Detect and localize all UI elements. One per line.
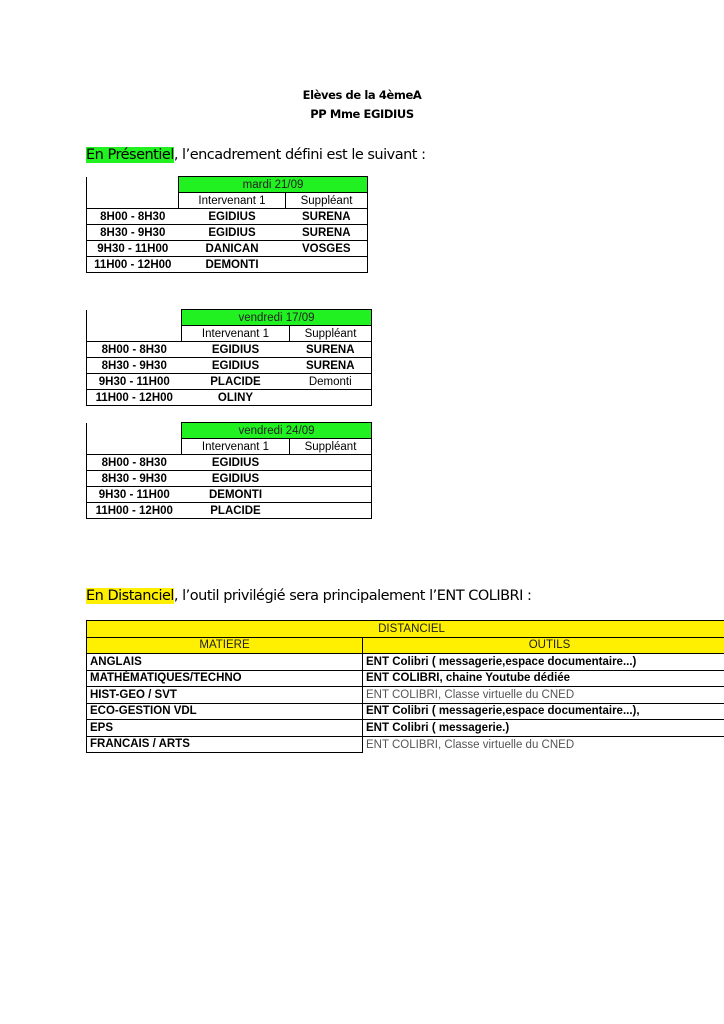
suppleant — [290, 471, 372, 487]
distanciel-highlight: En Distanciel — [86, 588, 174, 604]
tool-detail: , chaine Youtube dédiée — [439, 672, 571, 685]
tool: ENT COLIBRI, Classe virtuelle du CNED — [363, 736, 724, 753]
col-header-intervenant: Intervenant 1 — [182, 439, 290, 455]
subject: FRANCAIS / ARTS — [87, 736, 363, 753]
suppleant — [290, 455, 372, 471]
subject: MATHÉMATIQUES/TECHNO — [87, 670, 363, 687]
presentiel-text: , l’encadrement défini est le suivant : — [173, 147, 426, 163]
distanciel-text: , l’outil privilégié sera principalement l’ENT COLIBRI : — [173, 588, 532, 604]
time-slot: 9H30 - 11H00 — [87, 241, 179, 257]
tool-name: ENT Colibri — [366, 655, 429, 668]
table-row — [87, 503, 372, 519]
presentiel-highlight: En Présentiel — [86, 147, 174, 163]
table-row — [87, 670, 724, 687]
subject: HIST-GEO / SVT — [87, 687, 363, 704]
suppleant: VOSGES — [286, 241, 368, 257]
suppleant — [290, 390, 372, 406]
intervenant: EGIDIUS — [179, 225, 286, 241]
time-slot: 8H00 - 8H30 — [87, 342, 182, 358]
tool-cell — [363, 670, 724, 687]
table-row — [87, 209, 368, 225]
tool-name: ENT Colibri — [366, 721, 429, 734]
col-header-outils: OUTILS — [363, 637, 724, 654]
table-row — [87, 654, 724, 671]
table-row — [87, 736, 724, 753]
table-row — [87, 471, 372, 487]
time-slot: 8H00 - 8H30 — [87, 455, 182, 471]
table-row — [87, 241, 368, 257]
table-row — [87, 358, 372, 374]
tool-cell — [363, 720, 724, 737]
suppleant — [290, 487, 372, 503]
intervenant: DEMONTI — [182, 487, 290, 503]
table-row — [87, 455, 372, 471]
tool-cell — [363, 654, 724, 671]
document-subtitle: PP Mme EGIDIUS — [310, 107, 414, 121]
suppleant: SURENA — [286, 225, 368, 241]
intervenant: EGIDIUS — [182, 342, 290, 358]
time-slot: 8H00 - 8H30 — [87, 209, 179, 225]
tool-name: ENT COLIBRI — [366, 672, 440, 685]
suppleant — [290, 503, 372, 519]
col-header-suppleant: Suppléant — [286, 193, 368, 209]
intervenant: PLACIDE — [182, 374, 290, 390]
table-row — [87, 225, 368, 241]
table-row — [87, 703, 724, 720]
tool-name: ENT Colibri — [366, 705, 429, 718]
time-slot: 9H30 - 11H00 — [87, 374, 182, 390]
time-slot: 8H30 - 9H30 — [87, 225, 179, 241]
col-header-suppleant: Suppléant — [290, 439, 372, 455]
empty-cell — [87, 423, 182, 439]
table-row — [87, 720, 724, 737]
intervenant: EGIDIUS — [182, 455, 290, 471]
document-title: Elèves de la 4èmeA — [302, 88, 422, 102]
time-slot: 9H30 - 11H00 — [87, 487, 182, 503]
table-row — [87, 374, 372, 390]
time-slot: 11H00 - 12H00 — [87, 503, 182, 519]
subject: ANGLAIS — [87, 654, 363, 671]
table-row — [87, 687, 724, 704]
empty-cell — [87, 177, 179, 193]
intervenant: EGIDIUS — [182, 358, 290, 374]
table-row — [87, 390, 372, 406]
table-row — [87, 257, 368, 273]
table-row — [87, 342, 372, 358]
suppleant: Demonti — [290, 374, 372, 390]
suppleant: SURENA — [290, 342, 372, 358]
col-header-intervenant: Intervenant 1 — [179, 193, 286, 209]
intervenant: OLINY — [182, 390, 290, 406]
col-header-intervenant: Intervenant 1 — [182, 326, 290, 342]
distanciel-table — [86, 620, 724, 753]
intervenant: EGIDIUS — [179, 209, 286, 225]
suppleant: SURENA — [286, 209, 368, 225]
empty-cell — [87, 193, 179, 209]
time-slot: 11H00 - 12H00 — [87, 390, 182, 406]
time-slot: 11H00 - 12H00 — [87, 257, 179, 273]
empty-cell — [87, 439, 182, 455]
subject: EPS — [87, 720, 363, 737]
tool-detail: ( messagerie.) — [428, 721, 510, 734]
distanciel-intro — [86, 588, 531, 604]
empty-cell — [87, 326, 182, 342]
schedule-table — [86, 422, 372, 519]
time-slot: 8H30 - 9H30 — [87, 358, 182, 374]
col-header-suppleant: Suppléant — [290, 326, 372, 342]
suppleant: SURENA — [290, 358, 372, 374]
schedule-table — [86, 309, 372, 406]
schedule-day: vendredi 24/09 — [182, 423, 372, 439]
intervenant: PLACIDE — [182, 503, 290, 519]
schedule-day: vendredi 17/09 — [182, 310, 372, 326]
intervenant: EGIDIUS — [182, 471, 290, 487]
table-row — [87, 487, 372, 503]
empty-cell — [87, 310, 182, 326]
intervenant: DEMONTI — [179, 257, 286, 273]
suppleant — [286, 257, 368, 273]
tool-detail: ( messagerie,espace documentaire...) — [428, 655, 637, 668]
time-slot: 8H30 - 9H30 — [87, 471, 182, 487]
schedule-table — [86, 176, 368, 273]
tool: ENT COLIBRI, Classe virtuelle du CNED — [363, 687, 724, 704]
tool-cell — [363, 703, 724, 720]
subject: ECO-GESTION VDL — [87, 703, 363, 720]
tool-detail: ( messagerie,espace documentaire...), — [428, 705, 640, 718]
distanciel-table-title: DISTANCIEL — [87, 621, 724, 638]
intervenant: DANICAN — [179, 241, 286, 257]
presentiel-intro — [86, 147, 426, 163]
col-header-matiere: MATIERE — [87, 637, 363, 654]
schedule-day: mardi 21/09 — [179, 177, 368, 193]
